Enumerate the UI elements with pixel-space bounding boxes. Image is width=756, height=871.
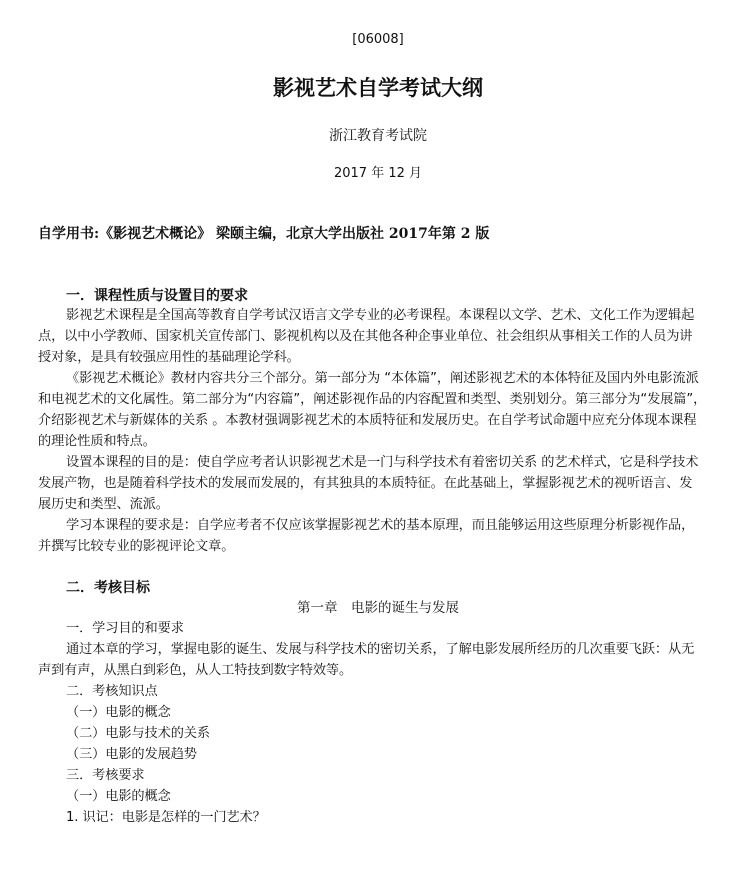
- section-2-heading: 二．考核目标: [66, 580, 150, 596]
- paragraph-line: 点，以中小学教师、国家机关宣传部门、影视机构以及在其他各种企事业单位、社会组织从事相关工作的人员为讲: [38, 329, 693, 344]
- issuing-organization: 浙江教育考试院: [329, 128, 427, 144]
- paragraph-line: 介绍影视艺术与新媒体的关系 。本教材强调影视艺术的本质特征和发展历史。在自学考试命题中应充分体现本课程: [38, 413, 697, 428]
- paragraph-line: 发展产物，也是随着科学技术的发展而发展的，有其独具的本质特征。在此基础上，掌握影视艺术的视听语言、发: [38, 476, 693, 491]
- chapter-title: 第一章 电影的诞生与发展: [297, 600, 459, 616]
- course-code: [06008]: [352, 32, 404, 47]
- list-item: （二）电影与技术的关系: [66, 726, 210, 741]
- paragraph-line: 和电视艺术的文化属性。第二部分为“内容篇”，阐述影视作品的内容配置和类型、类别划分。第三部分为“发展篇”，: [38, 392, 707, 407]
- issue-date: 2017 年 12 月: [333, 166, 423, 181]
- list-item: 1. 识记：电影是怎样的一门艺术？: [66, 810, 266, 825]
- paragraph-line: 设置本课程的目的是：使自学应考者认识影视艺术是一门与科学技术有着密切关系 的艺术样式，它是科学技术: [66, 455, 699, 470]
- subheading: 一．学习目的和要求: [66, 621, 184, 636]
- paragraph-line: 授对象，是具有较强应用性的基础理论学科。: [38, 350, 300, 365]
- paragraph-line: 《影视艺术概论》教材内容共分三个部分。第一部分为 “本体篇”，阐述影视艺术的本体特征及国内外电影流派: [66, 371, 699, 386]
- paragraph-line: 学习本课程的要求是：自学应考者不仅应该掌握影视艺术的基本原理，而且能够运用这些原理分析影视作品，: [66, 518, 695, 533]
- paragraph-line: 展历史和类型、流派。: [38, 497, 169, 512]
- paragraph-line: 声到有声，从黑白到彩色，从人工特技到数字特效等。: [38, 663, 353, 678]
- list-item: （一）电影的概念: [66, 705, 171, 720]
- subheading: 二．考核知识点: [66, 684, 158, 699]
- list-item: （三）电影的发展趋势: [66, 747, 197, 762]
- paragraph-line: 的理论性质和特点。: [38, 434, 156, 449]
- section-1-heading: 一．课程性质与设置目的要求: [66, 288, 248, 304]
- paragraph-line: 通过本章的学习，掌握电影的诞生、发展与科学技术的密切关系，了解电影发展所经历的几次重要飞跃：从无: [66, 642, 695, 657]
- list-item: （一）电影的概念: [66, 789, 171, 804]
- paragraph-line: 影视艺术课程是全国高等教育自学考试汉语言文学专业的必考课程。本课程以文学、艺术、文化工作为逻辑起: [66, 308, 695, 323]
- document-title: 影视艺术自学考试大纲: [273, 75, 483, 100]
- subheading: 三．考核要求: [66, 768, 145, 783]
- paragraph-line: 并撰写比较专业的影视评论文章。: [38, 539, 235, 554]
- textbook-info: 自学用书:《影视艺术概论》 梁颐主编，北京大学出版社 2017年第 2 版: [38, 226, 490, 242]
